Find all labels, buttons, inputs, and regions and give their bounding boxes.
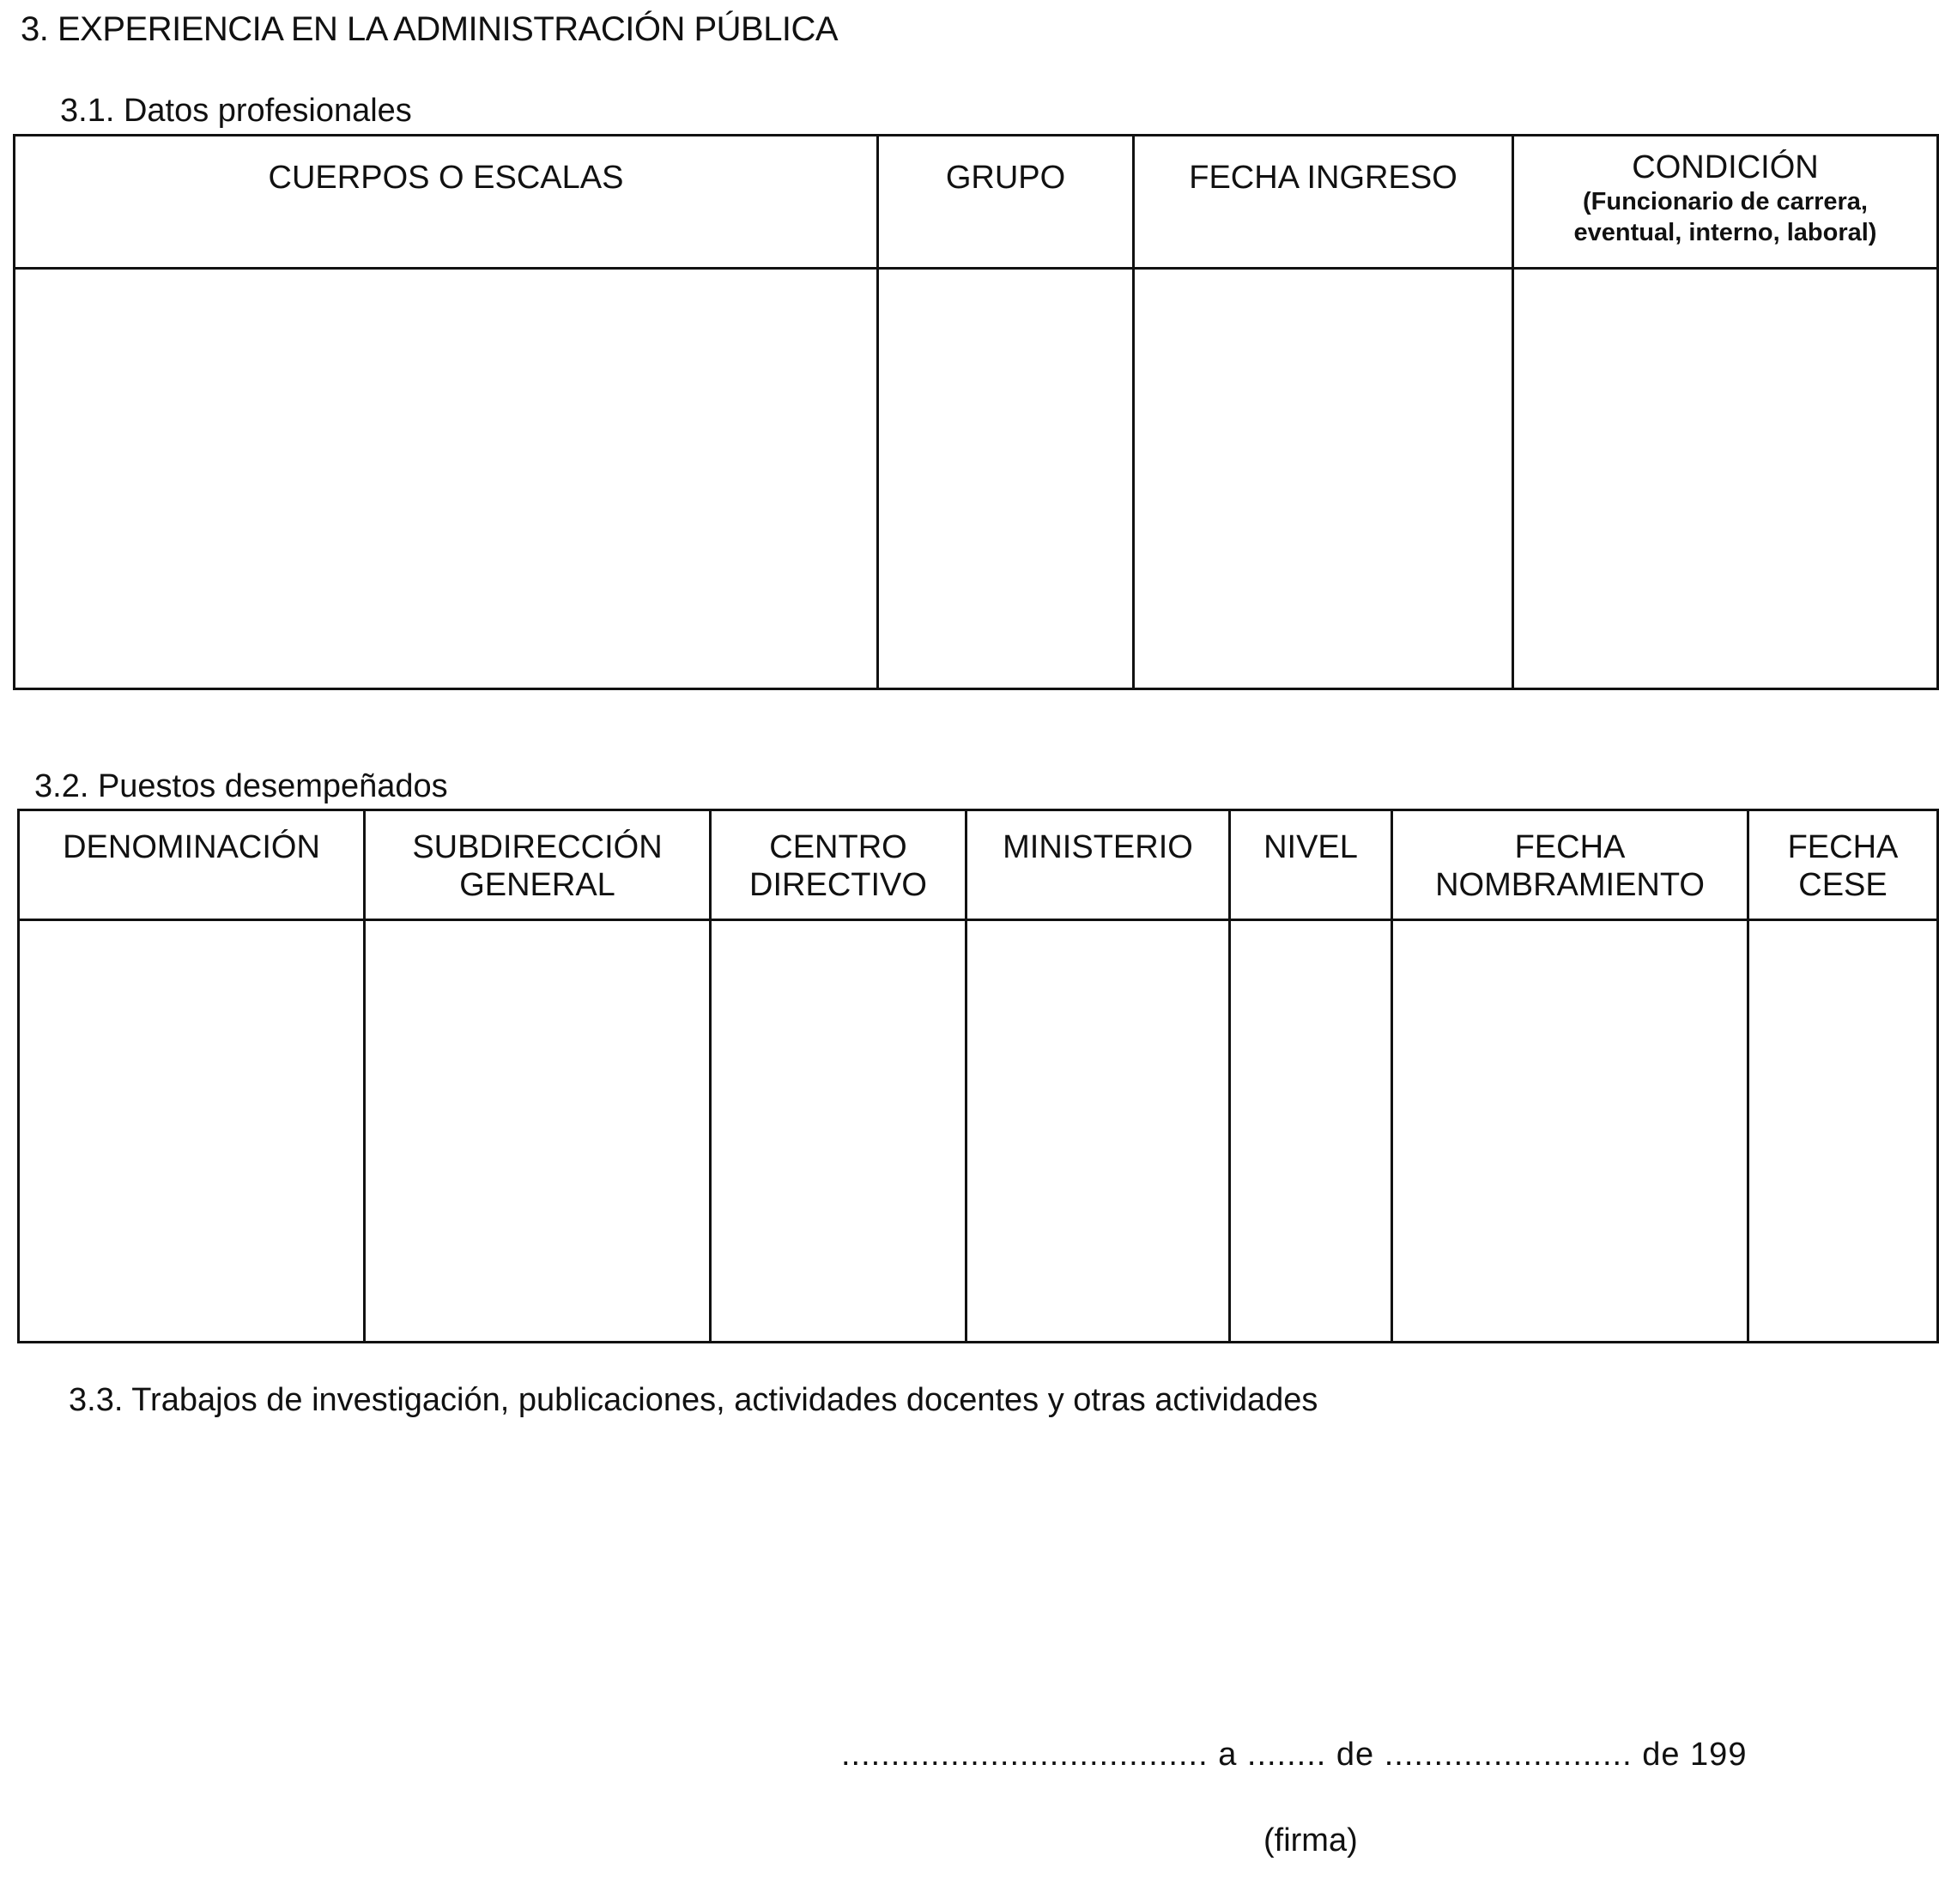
datos-profesionales-title: 3.1. Datos profesionales bbox=[60, 93, 412, 129]
cuerpos-escalas-field[interactable] bbox=[15, 269, 878, 689]
col-label: NIVEL bbox=[1263, 829, 1358, 865]
col-condicion-note-1: (Funcionario de carrera, bbox=[1583, 188, 1868, 215]
puestos-desempenados-title: 3.2. Puestos desempeñados bbox=[34, 768, 448, 804]
col-label: GENERAL bbox=[459, 867, 615, 903]
table-row bbox=[19, 920, 1938, 1343]
col-label: SUBDIRECCIÓN bbox=[412, 829, 663, 865]
condicion-field[interactable] bbox=[1513, 269, 1938, 689]
col-label: MINISTERIO bbox=[1003, 829, 1193, 865]
col-condicion-note-2: eventual, interno, laboral) bbox=[1573, 219, 1877, 246]
puestos-desempenados-table bbox=[17, 809, 1939, 1343]
col-subdireccion-general bbox=[365, 810, 711, 920]
col-label: FECHA bbox=[1514, 829, 1626, 865]
trabajos-title: 3.3. Trabajos de investigación, publicaciones, actividades docentes y otras actividades bbox=[69, 1382, 1318, 1418]
col-fecha-cese bbox=[1748, 810, 1938, 920]
col-cuerpos-escalas: CUERPOS O ESCALAS bbox=[15, 136, 878, 269]
col-nivel bbox=[1230, 810, 1392, 920]
grupo-field[interactable] bbox=[878, 269, 1134, 689]
fecha-ingreso-field[interactable] bbox=[1134, 269, 1513, 689]
table-row bbox=[15, 269, 1938, 689]
col-denominacion bbox=[19, 810, 365, 920]
col-grupo: GRUPO bbox=[878, 136, 1134, 269]
subdireccion-general-field[interactable] bbox=[365, 920, 711, 1343]
col-fecha-nombramiento bbox=[1392, 810, 1748, 920]
centro-directivo-field[interactable] bbox=[711, 920, 966, 1343]
col-label: NOMBRAMIENTO bbox=[1435, 867, 1705, 903]
col-label: DENOMINACIÓN bbox=[63, 829, 320, 865]
col-label: CESE bbox=[1798, 867, 1887, 903]
col-centro-directivo bbox=[711, 810, 966, 920]
fecha-cese-field[interactable] bbox=[1748, 920, 1938, 1343]
table-header-row bbox=[15, 136, 1938, 269]
datos-profesionales-table bbox=[13, 134, 1939, 690]
ministerio-field[interactable] bbox=[966, 920, 1230, 1343]
col-fecha-ingreso: FECHA INGRESO bbox=[1134, 136, 1513, 269]
denominacion-field[interactable] bbox=[19, 920, 365, 1343]
col-condicion bbox=[1513, 136, 1938, 269]
section-title: 3. EXPERIENCIA EN LA ADMINISTRACIÓN PÚBLICA bbox=[21, 10, 839, 48]
place-date-line[interactable]: ..................................... a ........ de ......................... de 199 bbox=[841, 1737, 1748, 1773]
col-label: CENTRO bbox=[769, 829, 907, 865]
fecha-nombramiento-field[interactable] bbox=[1392, 920, 1748, 1343]
table-header-row bbox=[19, 810, 1938, 920]
nivel-field[interactable] bbox=[1230, 920, 1392, 1343]
col-label: DIRECTIVO bbox=[749, 867, 927, 903]
col-label: FECHA bbox=[1787, 829, 1899, 865]
col-ministerio bbox=[966, 810, 1230, 920]
firma-label: (firma) bbox=[1263, 1822, 1358, 1859]
col-condicion-label: CONDICIÓN bbox=[1632, 149, 1819, 185]
